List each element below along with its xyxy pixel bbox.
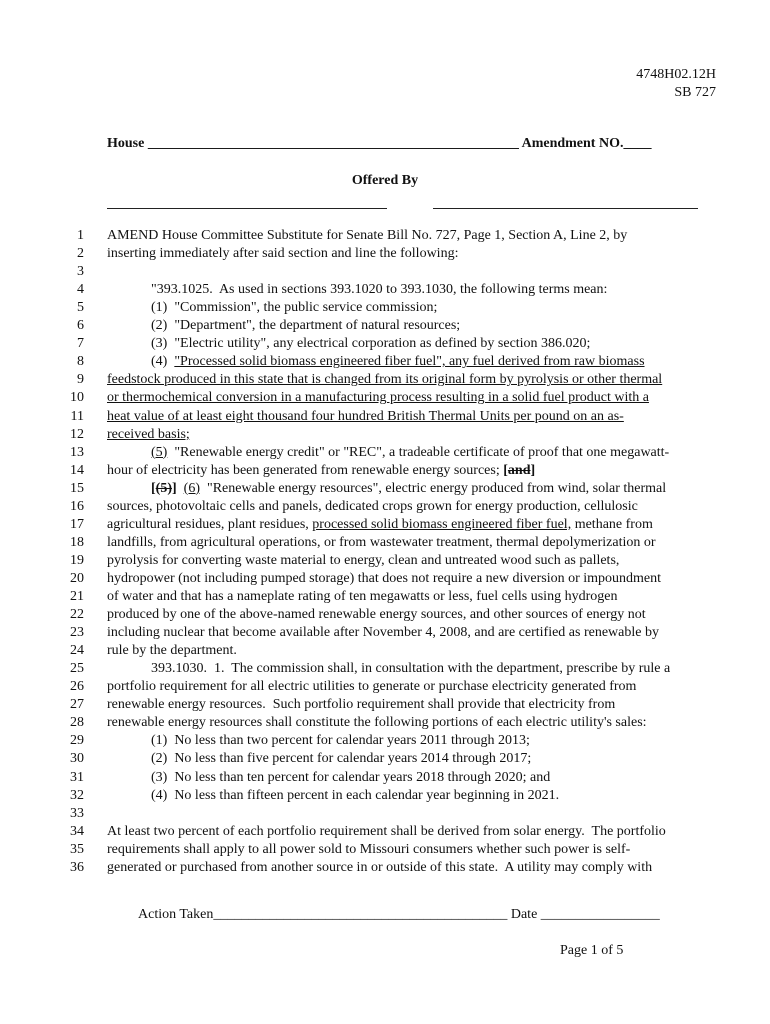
line-text	[151, 660, 670, 678]
line-number: 12	[70, 426, 84, 442]
line-number: 35	[70, 841, 84, 857]
struck-text: and	[507, 462, 531, 478]
line-text	[107, 841, 630, 859]
line-text	[107, 714, 647, 732]
line-number: 20	[70, 570, 84, 586]
document-line	[0, 769, 770, 787]
text-segment: portfolio requirement for all electric utilities to generate or purchase electricity generated from	[107, 679, 637, 695]
text-segment: inserting immediately after said section and line the following:	[107, 246, 459, 262]
line-number: 10	[70, 390, 84, 406]
text-segment: ]	[172, 480, 177, 496]
page-number: Page 1 of 5	[560, 943, 624, 958]
line-number: 34	[70, 823, 84, 839]
document-line	[0, 426, 770, 444]
text-segment: [	[503, 462, 508, 478]
text-segment: 393.1030. 1. The commission shall, in consultation with the department, prescribe by rule a	[151, 661, 671, 677]
document-line	[0, 696, 770, 714]
document-line	[0, 335, 770, 353]
line-text	[107, 588, 617, 606]
line-number: 7	[77, 336, 84, 352]
text-segment: sources, photovoltaic cells and panels, dedicated crops grown for energy production, cellulosic	[107, 498, 638, 514]
text-segment: landfills, from agricultural operations, or from wastewater treatment, thermal depolymerization or	[107, 534, 656, 550]
text-segment: agricultural residues, plant residues,	[107, 516, 313, 532]
offered-by-label: Offered By	[351, 173, 419, 188]
line-number: 5	[77, 300, 84, 316]
line-text	[151, 335, 590, 353]
line-text	[107, 462, 535, 480]
inserted-text: heat value of at least eight thousand four hundred British Thermal Units per pound on an as-	[107, 408, 624, 424]
line-number: 8	[77, 354, 84, 370]
text-segment: (3) "Electric utility", any electrical corporation as defined by section 386.020;	[151, 336, 591, 352]
inserted-text: (5)	[151, 444, 168, 460]
line-text	[107, 570, 661, 588]
bill-id: SB 727	[674, 85, 716, 100]
action-taken-label: Action Taken	[138, 907, 214, 922]
text-segment: (4) No less than fifteen percent in each calendar year beginning in 2021.	[151, 787, 560, 803]
line-number: 26	[70, 679, 84, 695]
inserted-text: (6)	[183, 480, 200, 496]
date-blank: _________________	[540, 907, 660, 922]
line-number: 31	[70, 769, 84, 785]
document-line	[0, 805, 770, 823]
text-segment: "Renewable energy resources", electric energy produced from wind, solar thermal	[200, 480, 667, 496]
document-line	[0, 245, 770, 263]
house-blank: _____________________________________________________	[147, 136, 519, 151]
text-segment: ]	[530, 462, 536, 478]
document-line	[0, 714, 770, 732]
document-line	[0, 570, 770, 588]
text-segment: hour of electricity has been generated from renewable energy sources;	[107, 462, 504, 478]
inserted-text: or thermochemical conversion in a manufacturing process resulting in a solid fuel product with a	[107, 390, 649, 406]
line-text	[107, 389, 649, 407]
text-segment: AMEND House Committee Substitute for Senate Bill No. 727, Page 1, Section A, Line 2, by	[107, 228, 628, 243]
document-line	[0, 660, 770, 678]
line-text	[107, 408, 624, 426]
line-text	[151, 787, 559, 805]
line-number: 17	[70, 516, 84, 532]
document-line	[0, 823, 770, 841]
line-number: 18	[70, 534, 84, 550]
action-taken-line	[138, 907, 660, 923]
line-text	[107, 227, 627, 245]
line-number: 32	[70, 787, 84, 803]
document-line	[0, 281, 770, 299]
line-text	[107, 678, 636, 696]
line-number: 36	[70, 859, 84, 875]
text-segment: hydropower (not including pumped storage) that does not require a new diversion or impoundment	[107, 570, 662, 586]
house-label: House	[107, 136, 145, 151]
document-line	[0, 480, 770, 498]
line-number: 21	[70, 589, 84, 604]
signature-line-right	[433, 208, 698, 209]
line-text	[151, 281, 607, 299]
text-segment: (3) No less than ten percent for calendar years 2018 through 2020; and	[151, 769, 551, 785]
line-text	[107, 516, 653, 534]
line-number: 23	[70, 625, 84, 641]
document-line	[0, 750, 770, 768]
document-line	[0, 732, 770, 750]
document-line	[0, 642, 770, 660]
action-taken-blank: __________________________________________	[213, 907, 508, 922]
document-line	[0, 408, 770, 426]
line-text	[107, 823, 666, 841]
line-number: 19	[70, 552, 84, 568]
line-number: 15	[70, 480, 84, 496]
document-line	[0, 371, 770, 389]
inserted-text: "Processed solid biomass engineered fiber fuel", any fuel derived from raw biomass	[174, 354, 645, 370]
document-line	[0, 444, 770, 462]
text-segment: (1) "Commission", the public service commission;	[151, 300, 438, 316]
document-line	[0, 462, 770, 480]
line-text	[107, 498, 638, 516]
document-line	[0, 841, 770, 859]
text-segment: [	[151, 480, 156, 496]
document-line	[0, 516, 770, 534]
line-text	[107, 371, 662, 389]
document-line	[0, 787, 770, 805]
text-segment: renewable energy resources shall constitute the following portions of each electric utility's sales:	[107, 715, 647, 731]
line-text	[151, 353, 645, 371]
line-number: 6	[77, 318, 84, 334]
document-line	[0, 534, 770, 552]
document-line	[0, 588, 770, 606]
line-number: 16	[70, 498, 84, 514]
line-text	[151, 480, 666, 498]
line-number: 28	[70, 715, 84, 731]
document-line	[0, 227, 770, 245]
inserted-text: received basis;	[107, 426, 190, 442]
line-text	[151, 769, 550, 787]
text-segment: methane from	[571, 516, 653, 532]
line-number: 1	[77, 228, 84, 243]
line-text	[151, 750, 531, 768]
line-text	[107, 534, 656, 552]
house-amendment-line	[107, 136, 713, 152]
text-segment: pyrolysis for converting waste material to energy, clean and untreated wood such as pallets,	[107, 552, 620, 568]
inserted-text: processed solid biomass engineered fiber fuel,	[312, 516, 572, 532]
document-line	[0, 552, 770, 570]
document-line	[0, 353, 770, 371]
line-text	[151, 317, 460, 335]
date-label: Date	[510, 907, 538, 922]
document-line	[0, 678, 770, 696]
inserted-text: feedstock produced in this state that is changed from its original form by pyrolysis or other thermal	[107, 372, 663, 388]
text-segment: (2) "Department", the department of natural resources;	[151, 318, 461, 334]
text-segment: generated or purchased from another source in or outside of this state. A utility may comply with	[107, 859, 653, 875]
line-text	[107, 426, 190, 444]
document-line	[0, 263, 770, 281]
line-text	[151, 299, 437, 317]
document-line	[0, 624, 770, 642]
line-number: 25	[70, 661, 84, 677]
document-line	[0, 859, 770, 877]
document-line	[0, 606, 770, 624]
line-number: 3	[77, 264, 84, 280]
text-segment: including nuclear that become available after November 4, 2008, and are certified as renewable by	[107, 625, 659, 641]
text-segment: requirements shall apply to all power sold to Missouri consumers whether such power is self-	[107, 841, 631, 857]
line-text	[107, 696, 615, 714]
line-text	[107, 245, 458, 263]
amendment-number-label: Amendment NO.____	[521, 136, 652, 151]
document-id: 4748H02.12H	[636, 67, 716, 82]
document-line	[0, 317, 770, 335]
line-number: 29	[70, 733, 84, 749]
line-number: 33	[70, 805, 84, 821]
struck-text: (5)	[155, 480, 172, 496]
line-text	[107, 624, 659, 642]
line-number: 27	[70, 697, 84, 713]
text-segment: "393.1025. As used in sections 393.1020 to 393.1030, the following terms mean:	[151, 282, 608, 298]
text-segment: of water and that has a nameplate rating of ten megawatts or less, fuel cells using hydrogen	[107, 589, 618, 604]
text-segment: produced by one of the above-named renewable energy sources, and other sources of energy not	[107, 607, 646, 623]
line-number: 11	[70, 408, 84, 424]
line-number: 9	[77, 372, 84, 388]
signature-line-left	[107, 208, 387, 209]
text-segment: (1) No less than two percent for calendar years 2011 through 2013;	[151, 733, 530, 749]
text-segment	[177, 481, 184, 496]
text-segment: (2) No less than five percent for calendar years 2014 through 2017;	[151, 751, 532, 767]
line-number: 13	[70, 444, 84, 460]
document-line	[0, 389, 770, 407]
line-text	[151, 444, 669, 462]
document-line	[0, 299, 770, 317]
line-number: 24	[70, 643, 84, 659]
line-number: 2	[77, 246, 84, 262]
line-number: 4	[77, 282, 84, 298]
line-number: 14	[70, 462, 84, 478]
line-text	[107, 859, 652, 877]
text-segment: At least two percent of each portfolio requirement shall be derived from solar energy. The portfolio	[107, 823, 666, 839]
line-text	[151, 732, 530, 750]
text-segment: "Renewable energy credit" or "REC", a tradeable certificate of proof that one megawatt-	[167, 444, 670, 460]
text-segment: rule by the department.	[107, 643, 237, 659]
document-line	[0, 498, 770, 516]
line-text	[107, 606, 646, 624]
line-number: 22	[70, 607, 84, 623]
text-segment: renewable energy resources. Such portfolio requirement shall provide that electricity from	[107, 697, 616, 713]
text-segment: (4)	[151, 354, 175, 370]
line-text	[107, 642, 237, 660]
line-text	[107, 552, 619, 570]
line-number: 30	[70, 751, 84, 767]
